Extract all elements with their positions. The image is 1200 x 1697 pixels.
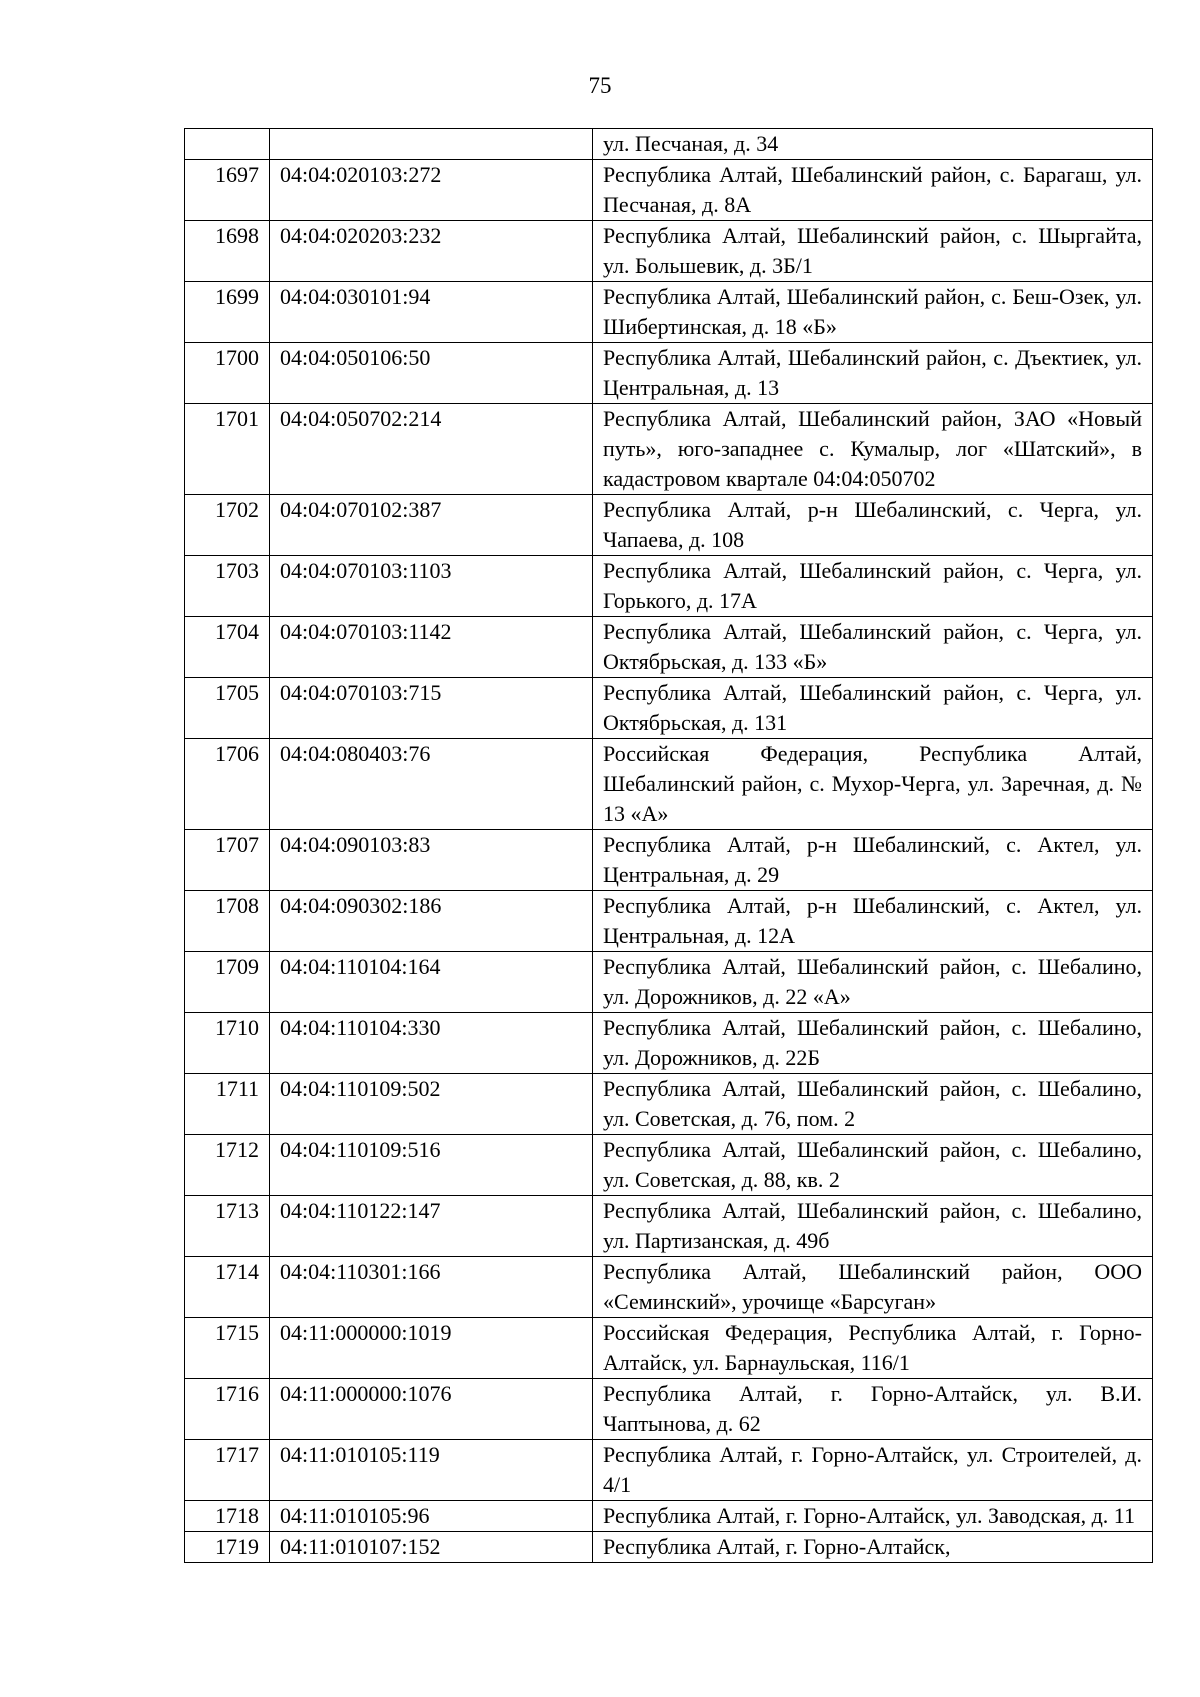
cadastral-number-cell: 04:04:110109:516 [270,1135,593,1196]
cadastral-number-cell: 04:04:080403:76 [270,739,593,830]
cadastral-number-cell: 04:04:110122:147 [270,1196,593,1257]
table-body [185,129,1153,1563]
address-cell: Республика Алтай, Шебалинский район, с. Черга, ул. Октябрьская, д. 133 «Б» [593,617,1153,678]
address-cell: Республика Алтай, Шебалинский район, с. Шебалино, ул. Дорожников, д. 22Б [593,1013,1153,1074]
address-cell: Республика Алтай, г. Горно-Алтайск, ул. В.И. Чаптынова, д. 62 [593,1379,1153,1440]
row-number-cell: 1701 [185,404,270,495]
address-cell: Республика Алтай, Шебалинский район, с. Шебалино, ул. Дорожников, д. 22 «А» [593,952,1153,1013]
row-number-cell: 1700 [185,343,270,404]
cadastral-number-cell: 04:04:050106:50 [270,343,593,404]
row-number-cell: 1699 [185,282,270,343]
table-row [185,343,1153,404]
address-cell: Республика Алтай, Шебалинский район, ЗАО «Новый путь», юго-западнее с. Кумалыр, лог «Шатский», в кадастровом квартале 04:04:050702 [593,404,1153,495]
cadastral-number-cell: 04:04:090302:186 [270,891,593,952]
cadastral-number-cell: 04:04:110104:330 [270,1013,593,1074]
row-number-cell: 1703 [185,556,270,617]
table-row [185,129,1153,160]
address-cell: Республика Алтай, г. Горно-Алтайск, [593,1532,1153,1563]
row-number-cell: 1705 [185,678,270,739]
address-cell: Республика Алтай, Шебалинский район, с. Дъектиек, ул. Центральная, д. 13 [593,343,1153,404]
row-number-cell: 1710 [185,1013,270,1074]
table-row [185,739,1153,830]
row-number-cell: 1716 [185,1379,270,1440]
table-row [185,160,1153,221]
table-row [185,1135,1153,1196]
cadastral-number-cell: 04:11:000000:1076 [270,1379,593,1440]
row-number-cell: 1715 [185,1318,270,1379]
address-cell: Республика Алтай, Шебалинский район, с. Беш-Озек, ул. Шибертинская, д. 18 «Б» [593,282,1153,343]
cadastral-number-cell: 04:04:070103:715 [270,678,593,739]
table-row [185,1318,1153,1379]
cadastral-number-cell: 04:04:110104:164 [270,952,593,1013]
row-number-cell: 1708 [185,891,270,952]
address-cell: Республика Алтай, Шебалинский район, с. Шебалино, ул. Партизанская, д. 49б [593,1196,1153,1257]
table-row [185,1532,1153,1563]
table-row [185,830,1153,891]
row-number-cell: 1711 [185,1074,270,1135]
table-row [185,1501,1153,1532]
page-number: 75 [588,73,612,98]
table-row [185,1257,1153,1318]
address-cell: Российская Федерация, Республика Алтай, г. Горно-Алтайск, ул. Барнаульская, 116/1 [593,1318,1153,1379]
table-row [185,952,1153,1013]
address-cell: Республика Алтай, г. Горно-Алтайск, ул. Заводская, д. 11 [593,1501,1153,1532]
cadastral-number-cell: 04:11:010107:152 [270,1532,593,1563]
cadastral-number-cell: 04:11:000000:1019 [270,1318,593,1379]
row-number-cell: 1718 [185,1501,270,1532]
row-number-cell: 1712 [185,1135,270,1196]
table-row [185,556,1153,617]
row-number-cell: 1707 [185,830,270,891]
address-cell: Республика Алтай, р-н Шебалинский, с. Актел, ул. Центральная, д. 12А [593,891,1153,952]
address-cell: Республика Алтай, р-н Шебалинский, с. Черга, ул. Чапаева, д. 108 [593,495,1153,556]
table-row [185,282,1153,343]
row-number-cell: 1697 [185,160,270,221]
table-row [185,221,1153,282]
table-row [185,404,1153,495]
row-number-cell [185,129,270,160]
cadastral-number-cell: 04:04:110301:166 [270,1257,593,1318]
row-number-cell: 1709 [185,952,270,1013]
cadastral-number-cell: 04:11:010105:119 [270,1440,593,1501]
address-cell: Республика Алтай, р-н Шебалинский, с. Актел, ул. Центральная, д. 29 [593,830,1153,891]
table-row [185,1440,1153,1501]
table-row [185,678,1153,739]
table-row [185,495,1153,556]
row-number-cell: 1706 [185,739,270,830]
row-number-cell: 1704 [185,617,270,678]
address-cell: Республика Алтай, Шебалинский район, с. Шыргайта, ул. Большевик, д. 3Б/1 [593,221,1153,282]
address-cell: Российская Федерация, Республика Алтай, Шебалинский район, с. Мухор-Черга, ул. Заречная, д. № 13 «А» [593,739,1153,830]
cadastral-number-cell: 04:04:020103:272 [270,160,593,221]
address-cell: Республика Алтай, Шебалинский район, с. Черга, ул. Октябрьская, д. 131 [593,678,1153,739]
address-cell: Республика Алтай, Шебалинский район, с. Черга, ул. Горького, д. 17А [593,556,1153,617]
table-row [185,1013,1153,1074]
cadastral-number-cell: 04:04:050702:214 [270,404,593,495]
land-plot-table [184,128,1153,1563]
address-cell: Республика Алтай, Шебалинский район, с. Шебалино, ул. Советская, д. 88, кв. 2 [593,1135,1153,1196]
row-number-cell: 1702 [185,495,270,556]
table-row [185,1196,1153,1257]
table-row [185,617,1153,678]
table-row [185,1379,1153,1440]
row-number-cell: 1698 [185,221,270,282]
cadastral-number-cell: 04:04:070103:1103 [270,556,593,617]
address-cell: Республика Алтай, Шебалинский район, с. Барагаш, ул. Песчаная, д. 8А [593,160,1153,221]
address-cell: Республика Алтай, Шебалинский район, ООО «Семинский», урочище «Барсуган» [593,1257,1153,1318]
table-row [185,891,1153,952]
cadastral-number-cell: 04:04:110109:502 [270,1074,593,1135]
cadastral-number-cell: 04:04:030101:94 [270,282,593,343]
cadastral-number-cell: 04:04:090103:83 [270,830,593,891]
table-row [185,1074,1153,1135]
address-cell: Республика Алтай, Шебалинский район, с. Шебалино, ул. Советская, д. 76, пом. 2 [593,1074,1153,1135]
cadastral-number-cell [270,129,593,160]
cadastral-number-cell: 04:11:010105:96 [270,1501,593,1532]
row-number-cell: 1719 [185,1532,270,1563]
row-number-cell: 1713 [185,1196,270,1257]
row-number-cell: 1717 [185,1440,270,1501]
cadastral-number-cell: 04:04:070102:387 [270,495,593,556]
cadastral-number-cell: 04:04:020203:232 [270,221,593,282]
row-number-cell: 1714 [185,1257,270,1318]
cadastral-number-cell: 04:04:070103:1142 [270,617,593,678]
address-cell: Республика Алтай, г. Горно-Алтайск, ул. Строителей, д. 4/1 [593,1440,1153,1501]
address-cell: ул. Песчаная, д. 34 [593,129,1153,160]
